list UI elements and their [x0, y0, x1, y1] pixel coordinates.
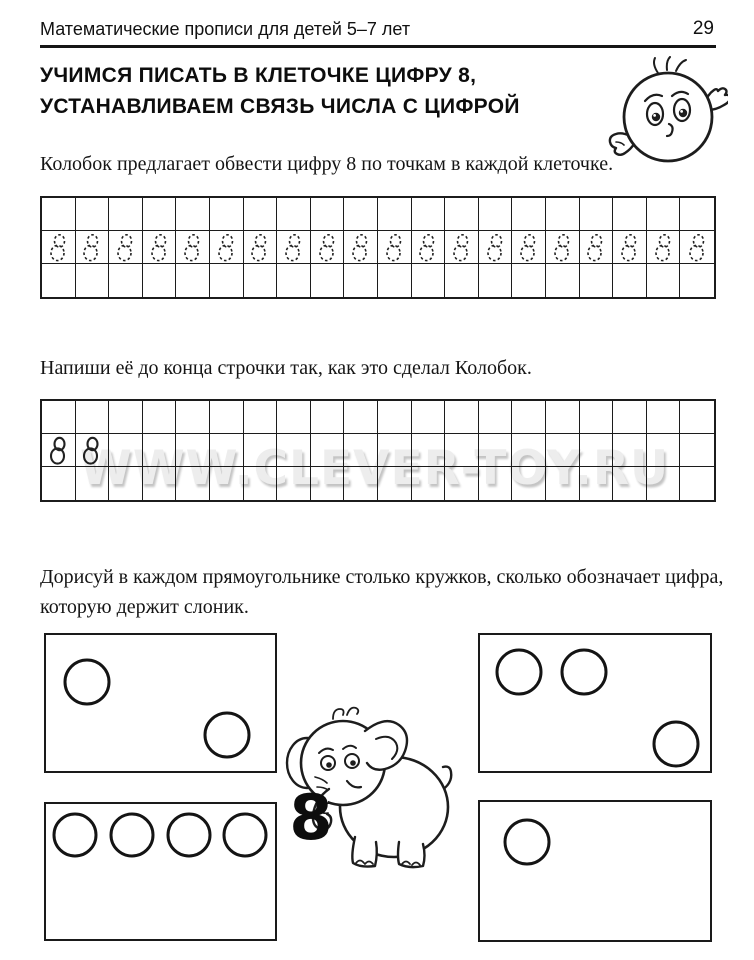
- grid-cell: [512, 231, 546, 264]
- digit-8-glyph: [48, 233, 69, 262]
- grid-cell: [244, 264, 278, 297]
- grid-cell: [647, 198, 681, 231]
- grid-cell: [680, 231, 714, 264]
- grid-cell: [76, 401, 110, 434]
- grid-cell: [277, 198, 311, 231]
- grid-cell: [244, 231, 278, 264]
- instruction-trace: Колобок предлагает обвести цифру 8 по точкам в каждой клеточке.: [40, 153, 614, 175]
- grid-cell: [580, 401, 614, 434]
- grid-cell: [378, 401, 412, 434]
- digit-8-glyph: [687, 233, 708, 262]
- grid-cell: [546, 198, 580, 231]
- grid-cell: [546, 231, 580, 264]
- digit-8-glyph: [283, 233, 304, 262]
- circles-layer: [480, 635, 710, 771]
- grid-cell: [680, 434, 714, 467]
- title-line-2: УСТАНАВЛИВАЕМ СВЯЗЬ ЧИСЛА С ЦИФРОЙ: [40, 95, 520, 118]
- grid-cell: [580, 264, 614, 297]
- digit-8-glyph: [350, 233, 371, 262]
- drawn-circle: [224, 814, 266, 856]
- grid-cell: [680, 198, 714, 231]
- grid-cell: [512, 198, 546, 231]
- grid-cell: [42, 264, 76, 297]
- circles-layer: [46, 635, 275, 771]
- grid-cell: [277, 231, 311, 264]
- digit-8-glyph: [216, 233, 237, 262]
- grid-cell: [176, 198, 210, 231]
- drawn-circle: [505, 820, 549, 864]
- grid-cell: [613, 231, 647, 264]
- answer-rect-top-left: [44, 633, 277, 773]
- grid-cell: [378, 264, 412, 297]
- grid-cell: [680, 401, 714, 434]
- grid-cell: [42, 434, 76, 467]
- digit-8-glyph: [485, 233, 506, 262]
- grid-cell: [613, 198, 647, 231]
- grid-cell: [210, 401, 244, 434]
- digit-8-glyph: [48, 436, 69, 465]
- instruction-write: Напиши её до конца строчки так, как это сделал Колобок.: [40, 357, 532, 379]
- digit-8-glyph: [317, 233, 338, 262]
- grid-cell: [311, 231, 345, 264]
- grid-cell: [479, 231, 513, 264]
- grid-cell: [176, 264, 210, 297]
- grid-cell: [109, 264, 143, 297]
- grid-cell: [210, 231, 244, 264]
- grid-cell: [445, 231, 479, 264]
- grid-cell: [176, 231, 210, 264]
- grid-cell: [210, 198, 244, 231]
- grid-cell: [412, 264, 446, 297]
- grid-cell: [42, 231, 76, 264]
- instruction-draw-line-2: которую держит слоник.: [40, 596, 249, 618]
- grid-cell: [244, 401, 278, 434]
- grid-cell: [445, 401, 479, 434]
- grid-cell: [512, 401, 546, 434]
- trace-grid: [40, 196, 716, 299]
- grid-cell: [176, 401, 210, 434]
- grid-cell: [311, 198, 345, 231]
- grid-cell: [277, 401, 311, 434]
- grid-cell: [42, 198, 76, 231]
- grid-cell: [412, 231, 446, 264]
- digit-8-glyph: [451, 233, 472, 262]
- digit-8-glyph: [182, 233, 203, 262]
- grid-cell: [613, 401, 647, 434]
- elephant-illustration: [281, 697, 463, 875]
- grid-cell: [680, 467, 714, 500]
- grid-cell: [378, 231, 412, 264]
- grid-cell: [143, 198, 177, 231]
- drawn-circle: [497, 650, 541, 694]
- grid-cell: [647, 401, 681, 434]
- grid-cell: [344, 401, 378, 434]
- grid-cell: [143, 264, 177, 297]
- header-title: Математические прописи для детей 5–7 лет: [40, 19, 411, 39]
- grid-cell: [412, 401, 446, 434]
- instruction-draw-circles: [40, 562, 730, 622]
- grid-cell: [445, 264, 479, 297]
- grid-cell: [76, 264, 110, 297]
- answer-rect-bottom-right: [478, 800, 712, 942]
- page-number: 29: [692, 18, 714, 39]
- grid-cell: [143, 401, 177, 434]
- digit-8-held: 8: [289, 781, 333, 854]
- digit-8-glyph: [585, 233, 606, 262]
- digit-8-glyph: [552, 233, 573, 262]
- grid-cell: [512, 264, 546, 297]
- grid-cell: [580, 231, 614, 264]
- worksheet-title: [40, 60, 520, 122]
- grid-cell: [344, 198, 378, 231]
- grid-cell: [109, 198, 143, 231]
- grid-cell: [311, 401, 345, 434]
- grid-cell: [210, 264, 244, 297]
- grid-cell: [580, 198, 614, 231]
- drawn-circle: [654, 722, 698, 766]
- grid-cell: [244, 198, 278, 231]
- grid-cell: [143, 231, 177, 264]
- header-rule: [40, 45, 716, 48]
- answer-rect-top-right: [478, 633, 712, 773]
- drawn-circle: [65, 660, 109, 704]
- instruction-draw-line-1: Дорисуй в каждом прямоугольнике столько кружков, сколько обозначает цифра,: [40, 566, 724, 588]
- drawn-circle: [562, 650, 606, 694]
- grid-cell: [311, 264, 345, 297]
- answer-rect-bottom-left: [44, 802, 277, 941]
- grid-cell: [109, 231, 143, 264]
- digit-8-glyph: [115, 233, 136, 262]
- grid-cell: [647, 264, 681, 297]
- digit-8-glyph: [518, 233, 539, 262]
- grid-cell: [647, 231, 681, 264]
- grid-cell: [378, 198, 412, 231]
- grid-cell: [76, 231, 110, 264]
- grid-cell: [42, 467, 76, 500]
- digit-8-glyph: [149, 233, 170, 262]
- grid-cell: [546, 401, 580, 434]
- grid-cell: [479, 264, 513, 297]
- grid-cell: [344, 264, 378, 297]
- digit-8-glyph: [81, 233, 102, 262]
- grid-cell: [76, 198, 110, 231]
- grid-cell: [546, 264, 580, 297]
- grid-cell: [479, 401, 513, 434]
- grid-cell: [42, 401, 76, 434]
- digit-8-glyph: [249, 233, 270, 262]
- drawn-circle: [111, 814, 153, 856]
- watermark-text: WWW.CLEVER-TOY.RU: [80, 441, 670, 496]
- digit-8-glyph: [653, 233, 674, 262]
- drawn-circle: [54, 814, 96, 856]
- digit-8-glyph: [384, 233, 405, 262]
- grid-cell: [445, 198, 479, 231]
- grid-cell: [277, 264, 311, 297]
- kolobok-character-illustration: [606, 56, 728, 170]
- drawn-circle: [205, 713, 249, 757]
- grid-cell: [344, 231, 378, 264]
- circles-layer: [46, 804, 275, 939]
- grid-cell: [613, 264, 647, 297]
- grid-cell: [479, 198, 513, 231]
- drawn-circle: [168, 814, 210, 856]
- circles-layer: [480, 802, 710, 940]
- digit-8-glyph: [417, 233, 438, 262]
- title-line-1: УЧИМСЯ ПИСАТЬ В КЛЕТОЧКЕ ЦИФРУ 8,: [40, 64, 477, 87]
- grid-cell: [412, 198, 446, 231]
- grid-cell: [680, 264, 714, 297]
- grid-cell: [109, 401, 143, 434]
- digit-8-glyph: [619, 233, 640, 262]
